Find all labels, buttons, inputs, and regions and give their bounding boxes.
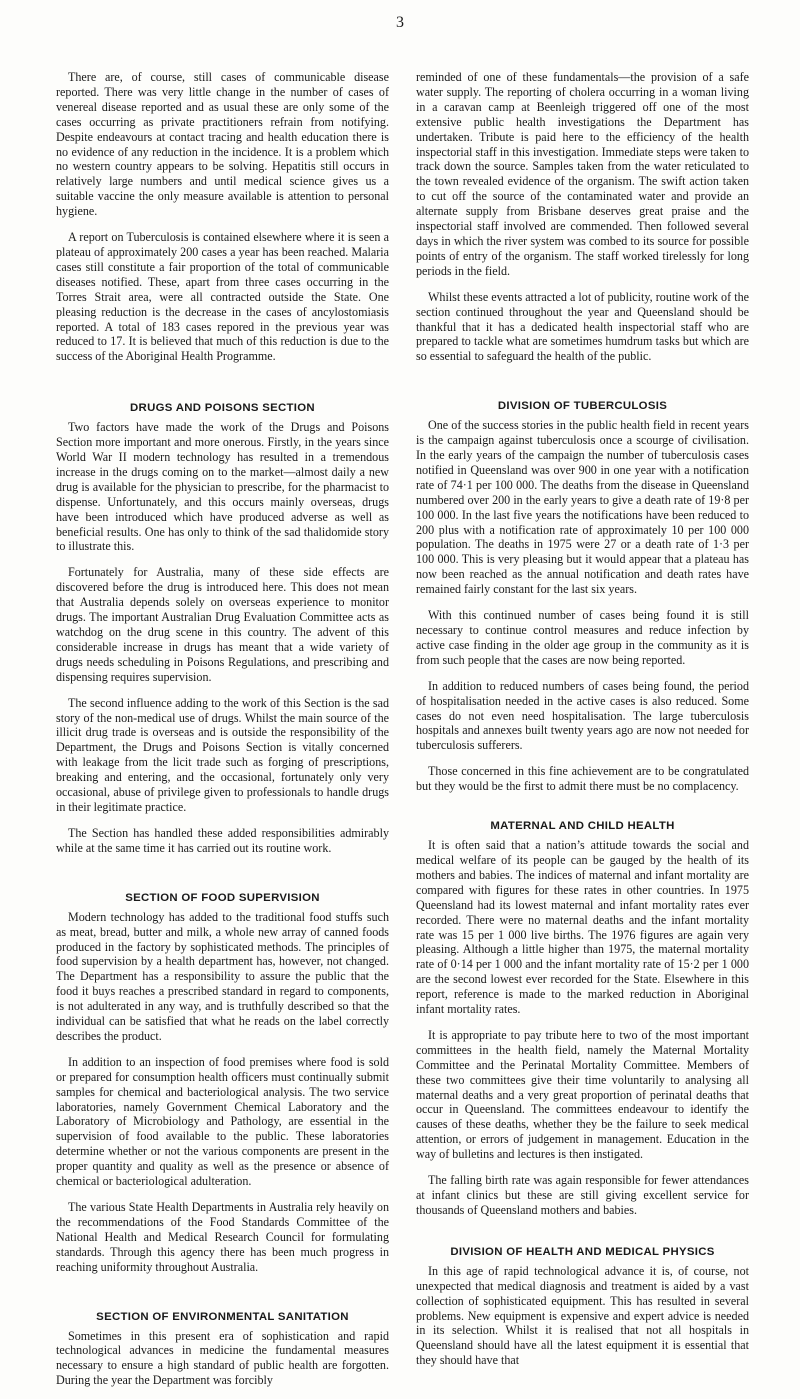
left-column-paragraph: A report on Tuberculosis is contained elsewhere where it is seen a plateau of approximately 200 cases a year has been reached. Malaria cases still constitute a fair proportion of the total of communicable diseases notified. These, apart from three cases occurring in the Torres Strait area, were all contracted outside the State. One pleasing reduction is the decrease in the cases of ancylostomiasis reported. A total of 183 cases repored in the previous year was reduced to 17. It is believed that much of this reduction is due to the success of the Aboriginal Health Programme. [56, 230, 389, 364]
right-column-paragraph: It is often said that a nation’s attitude towards the social and medical welfare of its people can be gauged by the health of its mothers and babies. The indices of maternal and infant mortality are compared with figures for these rates in other countries. In 1975 Queensland had its lowest maternal and infant mortality rates ever recorded. There were no maternal deaths and the infant mortality rate was 15 per 1 000 live births. The 1976 figures are again very pleasing. Although a little higher than 1975, the maternal mortality rate of 0·14 per 1 000 and the infant mortality rate of 15·2 per 1 000 are the second lowest ever recorded for the State. Elsewhere in this report, reference is made to the marked reduction in Aboriginal infant mortality rates. [416, 838, 749, 1017]
right-column-section-heading: DIVISION OF HEALTH AND MEDICAL PHYSICS [450, 1245, 715, 1258]
left-column [56, 70, 389, 1399]
right-column [416, 70, 749, 1379]
right-column-paragraph: In addition to reduced numbers of cases being found, the period of hospitalisation needed in the active cases is also reduced. Some cases do not even need hospitalisation. The large tuberculosis hospitals and annexes built twenty years ago are now not needed for tuberculosis sufferers. [416, 678, 749, 753]
left-column-paragraph: Fortunately for Australia, many of these side effects are discovered before the drug is introduced here. This does not mean that Australia depends solely on overseas experience to monitor drugs. The important Australian Drug Evaluation Committee acts as watchdog on the drug scene in this country. The advent of this considerable increase in drugs has meant that a wide variety of drugs needs scheduling in Poisons Regulations, and prescribing and dispensing requires supervision. [56, 565, 389, 684]
left-column-paragraph: Two factors have made the work of the Drugs and Poisons Section more important and more onerous. Firstly, in the years since World War II modern technology has resulted in a tremendous increase in the drugs coming on to the market—almost daily a new drug is available for the physician to prescribe, for the pharmacist to dispense. Unfortunately, and this occurs mainly overseas, drugs have been introduced which have produced adverse as well as beneficial results. One has only to think of the sad thalidomide story to illustrate this. [56, 420, 389, 554]
right-column-paragraph: reminded of one of these fundamentals—the provision of a safe water supply. The reporting of cholera occurring in a woman living in a caravan camp at Beenleigh triggered off one of the most extensive public health investigations the Department has undertaken. Tribute is paid here to the efficiency of the health inspectorial staff in this investigation. Immediate steps were taken to track down the source. Samples taken from the water reticulated to the town revealed evidence of the organism. The swift action taken to cut off the source of the contaminated water and provide an alternate supply from Brisbane deserves great praise and the inspectorial staff involved are commended. Then followed several days in which the river system was combed to its source for possible points of entry of the organism. The staff worked tirelessly for long periods in the field. [416, 70, 749, 278]
left-column-paragraph: In addition to an inspection of food premises where food is sold or prepared for consumption health officers must continually submit samples for chemical and bacteriological analysis. The two service laboratories, namely Government Chemical Laboratory and the Laboratory of Microbiology and Pathology, are essential in the supervision of food available to the public. These laboratories determine whether or not the various components are present in the proper quantity and quality as well as the presence or absence of chemical or bacteriological adulteration. [56, 1054, 389, 1189]
right-column-paragraph: It is appropriate to pay tribute here to two of the most important committees in the health field, namely the Maternal Mortality Committee and the Perinatal Mortality Committee. Members of these two committees give their time voluntarily to analysing all maternal deaths and a very great proportion of perinatal deaths that occur in Queensland. The committees endeavour to identify the causes of these deaths, whether they be the failure to seek medical attention, or errors of judgement in management. Education in the way of bulletins and lectures is then instigated. [416, 1027, 749, 1162]
right-column-section-heading: MATERNAL AND CHILD HEALTH [490, 820, 675, 833]
left-column-section-heading: DRUGS AND POISONS SECTION [130, 402, 315, 415]
right-column-paragraph: With this continued number of cases being found it is still necessary to continue control measures and reduce infection by active case finding in the older age group in the community as it is from such people that the cases are now being reported. [416, 608, 749, 667]
right-column-paragraph: Whilst these events attracted a lot of publicity, routine work of the section continued throughout the year and Queensland should be thankful that it has a dedicated health inspectorial staff who are prepared to tackle what are sometimes humdrum tasks but which are so essential to safeguard the health of the public. [416, 289, 749, 364]
left-column-section-heading: SECTION OF ENVIRONMENTAL SANITATION [96, 1310, 349, 1323]
page-number: 3 [396, 14, 404, 31]
right-column-paragraph: In this age of rapid technological advance it is, of course, not unexpected that medical diagnosis and treatment is aided by a vast collection of sophisticated equipment. This has resulted in several problems. New equipment is expensive and expert advice is needed in its selection. Whilst it is realised that not all hospitals in Queensland should have all the latest equipment it is essential that they should have that [416, 1263, 749, 1368]
left-column-paragraph: Sometimes in this present era of sophistication and rapid technological advances in medicine the fundamental measures necessary to ensure a high standard of public health are forgotten. During the year the Department was forcibly [56, 1328, 389, 1388]
left-column-paragraph: The second influence adding to the work of this Section is the sad story of the non-medical use of drugs. Whilst the main source of the illicit drug trade is overseas and is outside the responsibility of the Department, the Drugs and Poisons Section is vitally concerned with leakage from the licit trade such as forging of prescriptions, breaking and entering, and the occasional, fortunately only very occasional, abuse of privilege given to professionals to handle drugs in their legitimate practice. [56, 695, 389, 814]
left-column-paragraph: There are, of course, still cases of communicable disease reported. There was very little change in the number of cases of venereal disease reported and as usual these are only some of the cases occurring as private practitioners refrain from notifying. Despite endeavours at contact tracing and health education there is no evidence of any reduction in the incidence. It is a problem which no western country appears to be solving. Hepatitis still occurs in relatively large numbers and until medical science gives us a suitable vaccine the only measure available is attention to personal hygiene. [56, 70, 389, 219]
left-column-paragraph: Modern technology has added to the traditional food stuffs such as meat, bread, butter and milk, a whole new array of canned foods produced in the factory by sophisticated methods. The principles of food supervision by a health department has, however, not changed. The Department has a responsibility to assure the public that the food it buys reaches a prescribed standard in regard to components, is not adulterated in any way, and is truthfully described so that the individual can be satisfied that what he reads on the label correctly describes the product. [56, 909, 389, 1043]
right-column-section-heading: DIVISION OF TUBERCULOSIS [497, 400, 668, 413]
right-column-paragraph: Those concerned in this fine achievement are to be congratulated but they would be the first to admit there must be no complacency. [416, 764, 749, 794]
left-column-paragraph: The Section has handled these added responsibilities admirably while at the same time it has carried out its routine work. [56, 825, 389, 855]
left-column-section-heading: SECTION OF FOOD SUPERVISION [125, 891, 320, 904]
right-column-paragraph: One of the success stories in the public health field in recent years is the campaign against tuberculosis once a scourge of civilisation. In the early years of the campaign the number of tuberculosis cases notified in Queensland was over 900 in one year with a notification rate of 74·1 per 100 000. The deaths from the disease in Queensland numbered over 200 in the early years to give a death rate of 19·8 per 100 000. In the last five years the notifications have been reduced to 200 plus with a notification rate of approximately 10 per 100 000 population. The deaths in 1975 were 27 or a death rate of 1·3 per 100 000. This is very pleasing but it would appear that a plateau has now been reached as the annual notification and death rates have remained fairly constant for the last six years. [416, 418, 749, 597]
left-column-paragraph: The various State Health Departments in Australia rely heavily on the recommendations of the Food Standards Committee of the National Health and Medical Research Council for formulating standards. Through this agency there has been much progress in reaching uniformity throughout Australia. [56, 1200, 389, 1274]
right-column-paragraph: The falling birth rate was again responsible for fewer attendances at infant clinics but these are still giving excellent service for thousands of Queensland mothers and babies. [416, 1173, 749, 1217]
